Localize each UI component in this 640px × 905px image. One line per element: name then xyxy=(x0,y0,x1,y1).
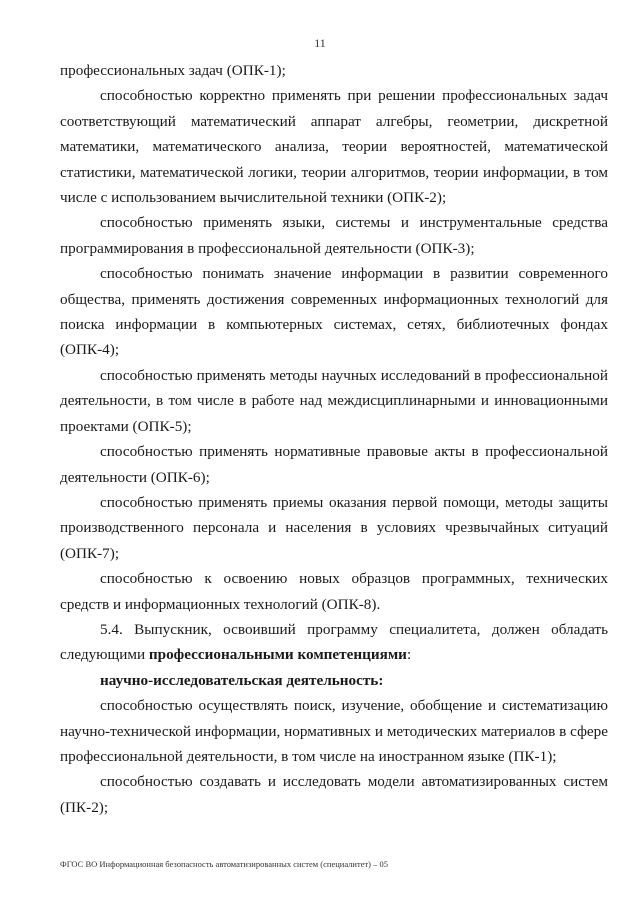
paragraph-opk3: способностью применять языки, системы и инструментальные средства программирования в профессиональной деятельности (ОПК-3); xyxy=(60,214,608,257)
section-5-4-colon: : xyxy=(406,646,412,664)
paragraph-opk1-end: профессиональных задач (ОПК-1); xyxy=(60,62,286,79)
paragraph-opk7: способностью применять приемы оказания первой помощи, методы защиты производственного персонала и населения в условиях чрезвычайных ситуаций (ОПК-7); xyxy=(60,493,608,562)
page-number: 11 xyxy=(314,36,326,50)
paragraph-opk4: способностью понимать значение информации в развитии современного общества, применять достижения современных информационных технологий для поиска информации в компьютерных системах, сетях, библиотечных фондах (ОПК-4); xyxy=(60,265,608,359)
paragraph-opk5: способностью применять методы научных исследований в профессиональной деятельности, в том числе в работе над междисциплинарными и инновационными проектами (ОПК-5); xyxy=(60,366,608,435)
paragraph-section-5-4 xyxy=(60,617,608,668)
paragraph-opk6: способностью применять нормативные правовые акты в профессиональной деятельности (ОПК-6); xyxy=(60,443,608,486)
paragraph-opk8: способностью к освоению новых образцов программных, технических средств и информационных технологий (ОПК-8). xyxy=(60,570,608,613)
paragraph-pk2: способностью создавать и исследовать модели автоматизированных систем (ПК-2); xyxy=(60,773,608,816)
section-5-4-intro: 5.4. Выпускник, освоивший программу специалитета, должен обладать следующими xyxy=(60,620,608,664)
paragraph-opk2: способностью корректно применять при решении профессиональных задач соответствующий математический аппарат алгебры, геометрии, дискретной математики, математического анализа, теории вероятностей, математической статистики, математической логики, теории алгоритмов, теории информации, в том числе с использованием вычислительной техники (ОПК-2); xyxy=(60,87,608,207)
paragraph-pk1: способностью осуществлять поиск, изучение, обобщение и систематизацию научно-технической информации, нормативных и методических материалов в сфере профессиональной деятельности, в том числе на иностранном языке (ПК-1); xyxy=(60,697,608,765)
document-body xyxy=(60,58,608,820)
section-5-4-bold-term: профессиональными компетенциями xyxy=(148,646,407,664)
page-footer: ФГОС ВО Информационная безопасность автоматизированных систем (специалитет) – 05 xyxy=(60,859,388,869)
subheading-research-activity: научно-исследовательская деятельность: xyxy=(100,671,384,689)
